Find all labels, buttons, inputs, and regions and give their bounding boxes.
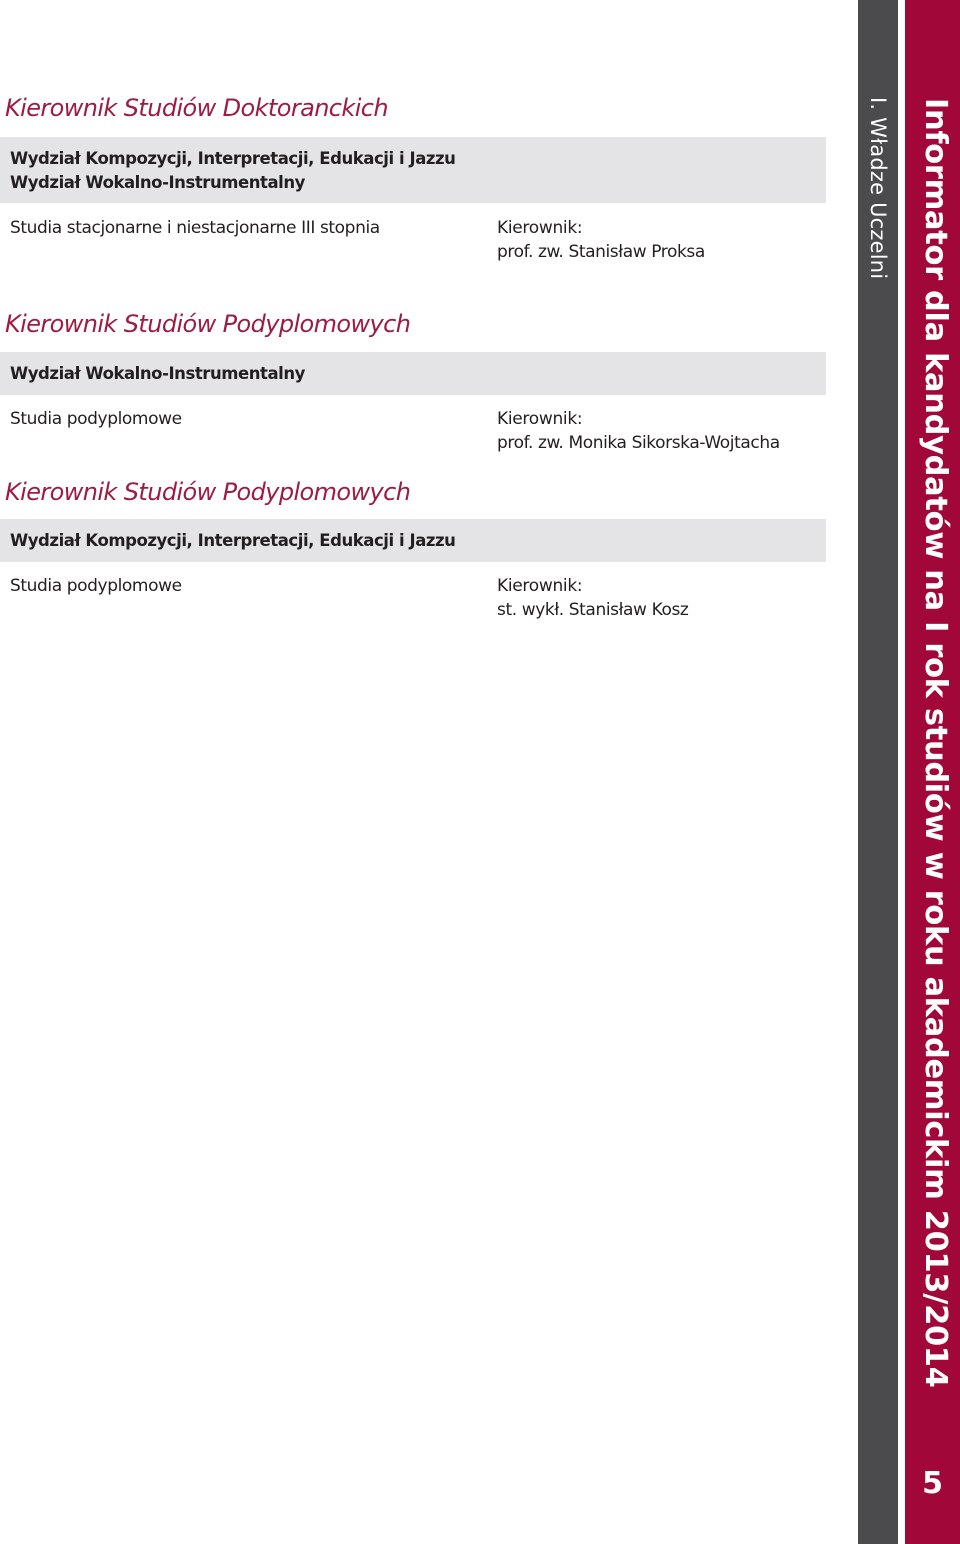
faculty-name: Wydział Kompozycji, Interpretacji, Edukacji i Jazzu [10,149,456,168]
study-type: Studia stacjonarne i niestacjonarne III stopnia [10,218,380,238]
section-title-postgraduate-composition: Kierownik Studiów Podyplomowych [5,478,411,506]
head-name: prof. zw. Monika Sikorska-Wojtacha [497,433,780,453]
chapter-label: I. Władze Uczelni [866,97,890,280]
faculty-name: Wydział Kompozycji, Interpretacji, Edukacji i Jazzu [10,531,456,550]
faculty-name: Wydział Wokalno-Instrumentalny [10,364,305,383]
study-type: Studia podyplomowe [10,576,182,596]
faculty-band [0,352,826,395]
faculty-name: Wydział Wokalno-Instrumentalny [10,173,305,192]
head-label: Kierownik: [497,409,583,429]
faculty-band [0,137,826,203]
study-type: Studia podyplomowe [10,409,182,429]
head-name: st. wykł. Stanisław Kosz [497,600,689,620]
section-title-doctoral: Kierownik Studiów Doktoranckich [5,94,388,122]
head-name: prof. zw. Stanisław Proksa [497,242,705,262]
page-number: 5 [922,1466,943,1501]
section-title-postgraduate-vocal: Kierownik Studiów Podyplomowych [5,310,411,338]
head-label: Kierownik: [497,218,583,238]
guide-title: Informator dla kandydatów na I rok studiów w roku akademickim 2013/2014 [918,98,953,1388]
head-label: Kierownik: [497,576,583,596]
faculty-band [0,519,826,562]
